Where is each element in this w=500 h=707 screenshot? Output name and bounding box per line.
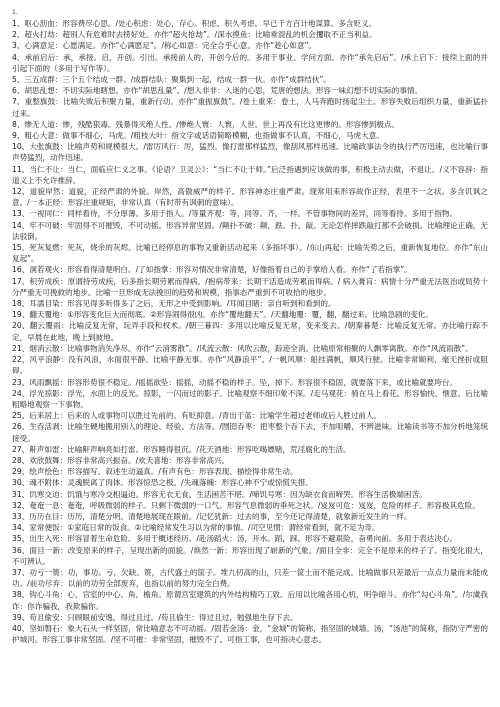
- list-item: 6、胡思乱想：不切实际地瞎想。亦作“胡思乱量”。/想入非非：入迷的心思，荒唐的想法。形容一味幻想不切实际的事情。: [12, 86, 423, 96]
- list-item: 3、心满意足：心愿满足。亦作“心满愿足”。/称心如意：完全合乎心意。亦作“趁心如意”。: [12, 41, 317, 51]
- page-marker: 1.: [12, 9, 18, 16]
- list-item: 31、饥寒交迫：饥饿与寒冷交相逼迫。形容无衣无食，生活困苦不堪。/啼饥号寒：因为缺衣食而啼哭。形容生活极端困苦。: [12, 489, 427, 499]
- list-item: 27、鼾声如雷：比喻鼾声响亮如打雷。形容睡得很沉。/花天酒地：形容吃喝嫖赌，荒淫腐化的生活。: [12, 444, 351, 454]
- list-item: 10、大张旗鼓：比喻声势和规模很大。/雷厉风行：厉，猛烈。像打雷那样猛烈，像刮风那样迅速。比喻政事法令的执行严厉迅速，也比喻行事声势猛烈，动作迅速。: [12, 142, 488, 163]
- list-item: 13、一视同仁：同样看待，不分厚薄。多用于指人。/等量齐观：等，同等。齐，一样。不管事物间的差异，同等看待。多用于指物。: [12, 209, 458, 219]
- list-item: 8、惨无人道：惨，残酷狠毒。残暴得灭绝人性。/惨绝人寰：人寰，人世。世上再没有比这更惨的。形容惨到极点。: [12, 119, 400, 129]
- list-item: 4、承前启后：承，承接。启，开创。引出。承接前人的，开创今后的。多用于事业、学问方面。亦作“承先启后”。/承上启下：接续上面的并引起下面的（多用于写作等）。: [12, 52, 488, 73]
- list-item: 29、绘声绘色：形容描写、叙述生动逼真。/有声有色：形容表现、描绘得非常生动。: [12, 467, 298, 477]
- list-item: 37、功亏一篑：功，事功。亏，欠缺。篑，古代盛土的筐子。堆九仞高的山，只差一筐土而不能完成。比喻做事只差最后一点点力量而未能成功。/前功尽弃：以前的功劳全部废弃，也指以前的努力完全白费。: [12, 567, 488, 589]
- list-item: 12、道貌岸然：道貌，正经严肃的外貌。岸然，高傲威严的样子。形容神态庄重严肃。现常用来形容故作正经，表里不一之状。多含讥讽之意。/一本正经：形容庄重规矩，非常认真（有时带有讽刺的意味）。: [12, 187, 488, 208]
- list-item: 20、翻云覆雨：比喻反复无常，玩弄手段和权术。/朝三暮四：多用以比喻反复无常，变来变去。/朝秦暮楚：比喻反复无常。亦比喻行踪不定，早晨在此地，晚上到彼地。: [12, 321, 488, 342]
- list-item: 11、当仁不让：当仁，面临应仁义之事。《论语？卫灵公》：“当仁不让于师。”后泛指遇到应该做的事，积极主动去做，不退让。/义不容辞：指道义上不允许推辞。: [12, 164, 488, 185]
- list-item: 22、风平浪静：没有风浪，水面很平静。比喻平静无事。亦作“风静浪平”。/一帆风顺：船挂满帆，顺风行驶。比喻非常顺利，毫无挫折或阻碍。: [12, 355, 488, 376]
- list-item: 35、出生入死：形容冒着生命危险。多用于概述经历。/赴汤蹈火：汤，开水。蹈，踩。形容不避艰险，奋勇向前。多用于表达决心。: [12, 534, 458, 544]
- list-item: 21、烟消云散：比喻事物消失净尽。亦作“云消雾散”。/风流云散：风吹云散，踪迹全消。比喻原常相聚的人飘零离散。亦作“风流雨散”。: [12, 343, 473, 353]
- list-item: 23、风雨飘摇：形容形势很不稳定。/摇摇欲坠：摇摇，动摇不稳的样子。坠，掉下。形容很不稳固，就要落下来，或比喻就要垮台。: [12, 377, 458, 387]
- list-item: 25、后来居上：后来的人或事物可以胜过先前的。有贬抑意。/青出于蓝：比喻学生超过老师或后人胜过前人。: [12, 411, 382, 421]
- list-item: 26、生吞活剥：比喻生硬地搬用别人的理论、经验、方法等。/囫囵吞枣：把枣整个吞下去，不加咀嚼，不辨滋味。比喻读书等不加分析地笼统接受。: [12, 422, 488, 443]
- list-item: 39、苟且偷安：只顾眼前安逸，得过且过。/苟且偷生：得过且过，勉强地生存下去。: [12, 612, 298, 622]
- list-item: 33、历历在目：历历，清楚分明。清楚地展现在眼前。/记忆犹新：过去的事，至今还记得清楚，就象新近发生的一样。: [12, 511, 412, 521]
- list-item: 2、超火打劫：超别人有危难时去捞好处。亦作“超火抢劫”。/深水摸鱼：比喻乘混乱的机会攫取不正当利益。: [12, 30, 377, 40]
- list-item: 14、牢不可破：牢固得不可摧毁，不可动摇。形容异常坚固。/颠扑不破：颠，跌。扑，敲。无论怎样摔跌敲打都不会破损。比喻理论正确，无法驳倒。: [12, 220, 488, 241]
- list-item: 16、洞若观火：形容看得清楚明白。/了如指掌：形容对情况非常清楚，好像指着自己的手掌给人看。亦作“了若指掌”。: [12, 265, 412, 275]
- list-item: 40、坚如磐石：象大石头一样坚固，常比喻意志不可动摇。/固若金汤：金，“金城”的简称，指坚固的城墙。汤，“汤池”的简称，指防守严密的护城河。形容工事非常坚固。/坚不可摧：非常坚固，摧毁不了。可指工事，也可指决心意志。: [12, 623, 488, 645]
- list-item: 18、耳濡目染：形容见得多听得多了之后，无形之中受到影响。/耳闻目睹：亲自听到和看到的。: [12, 299, 336, 309]
- list-item: 38、钩心斗角：心，宫室的中心。角，檐角。原谓宫室建筑的内外结构精巧工致。后用以比喻各用心机，明争暗斗。亦作“勾心斗角”。/尔虞我诈：你诈骗我，我欺骗你。: [12, 590, 488, 611]
- list-item: 1、呕心沥血：形容费尽心思。/处心积虑：处心，存心。积虑，积久考虑。早已千方百计地谋算。多含贬义。: [12, 19, 377, 28]
- idiom-list: [12, 18, 488, 645]
- list-item: 17、积劳成疾：原谓持劳成疾，后多指长期劳累而得病。/抱病带来：长期干活造成劳累而得病。/ 病入膏肓：病情十分严重无法医治或局势十分严重无可挽救的地步。比喻一旦形成无法挽回的趋势和规模，指事态严重到不可收拾的地步。: [12, 276, 488, 297]
- list-item: 7、重整旗鼓：比喻失败后积聚力量，重新行动。亦作“重振旗鼓”。/卷土重来：卷土，人马奔跑时扬起尘土。形容失败后组织力量，重新猛扑过来。: [12, 97, 488, 118]
- list-item: 34、家常便饭：①家庭日常的饭食。②比喻经常发生习以为常的事情。/司空见惯：谓经常看到，就不足为奇。: [12, 523, 380, 533]
- list-item: 36、面目一新：改变原来的样子，呈现出新的面貌。/焕然一新：形容出现了崭新的气象。/面目全非：完全不是原来的样子了。指变化很大，不可辨认。: [12, 545, 488, 566]
- list-item: 5、三五成群：三个五个结成一群。/成群结队：聚集到一起，结成一群一伙。亦作“成群结伙”。: [12, 75, 332, 85]
- list-item: 15、死灰复燃：死灰，烧余的灰烬。比喻已经停息的事物又重新活动起来（多指坏事）。/东山再起：比喻失势之后，重新恢复地位。亦作“东山复起”。: [12, 243, 488, 264]
- list-item: 19、翻天覆地：①形容变化巨大而彻底。②形容闹得很凶。亦作“覆地翻天”。/天翻地覆：覆，翻，翻过来。比喻急剧的变化。: [12, 310, 433, 320]
- list-item: 30、魂不附体：灵魂脱离了肉体。形容惊恐之极。/失魂落魄：形容心神不宁或惊慌失措。: [12, 478, 313, 488]
- list-item: 32、奄奄一息：奄奄，呼吸微弱的样子。只剩下微弱的一口气。形容气息微弱的垂死之状。/岌岌可危：岌岌，危险的样子。形容极其危险。: [12, 500, 480, 510]
- list-item: 9、粗心大意：做事不细心，马虎。/粗枝大叶：指文字或话语简略模糊，也指做事不认真，不细心，马虎大意。: [12, 131, 384, 141]
- list-item: 28、欢欣鼓舞：形容非常高兴振奋。/欢天喜地：形容非常高兴。: [12, 455, 230, 465]
- list-item: 24、浮光掠影：浮光，水面上的反光。掠影，一闪而过的影子。比喻观察不细印象不深。/走马观花：骑在马上看花。形容愉快、惬意。后比喻粗略地观察一下事物。: [12, 388, 488, 409]
